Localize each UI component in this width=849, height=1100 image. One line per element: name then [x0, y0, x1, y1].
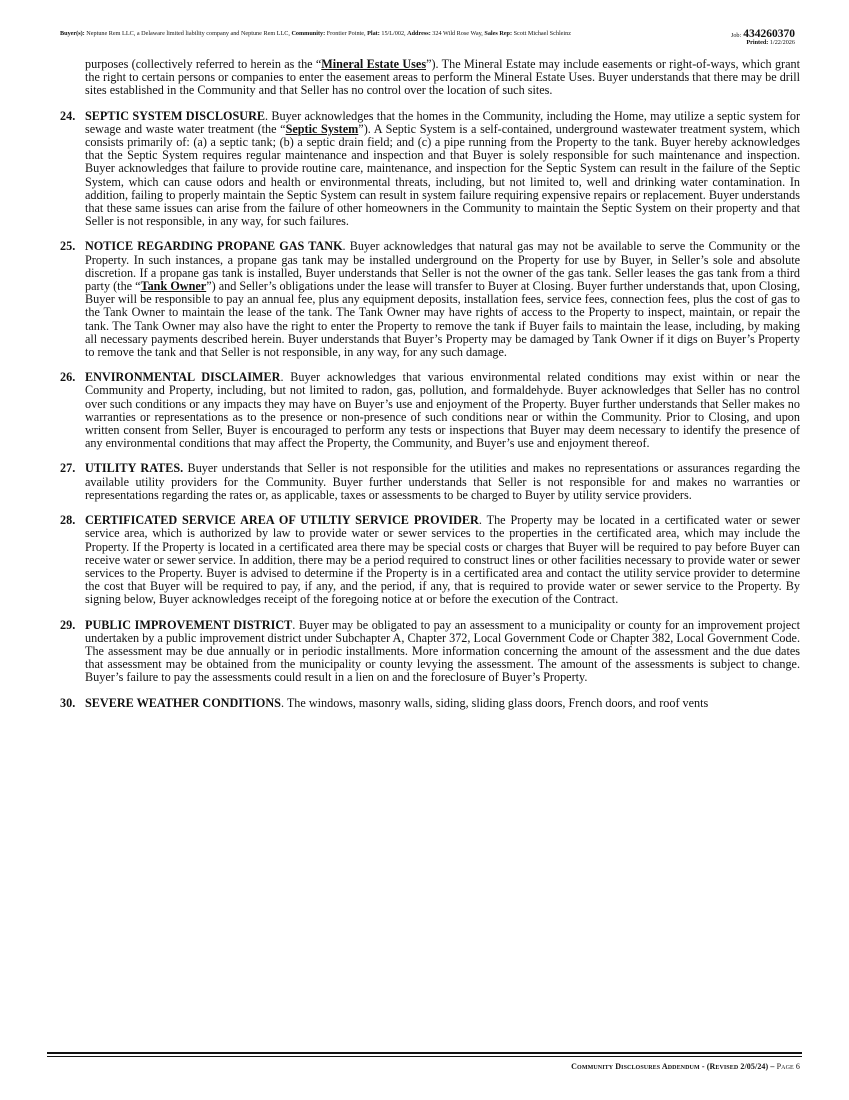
- job-number: 434260370: [743, 28, 795, 40]
- continued-paragraph: [85, 58, 800, 98]
- community-value: Frontier Pointe,: [326, 30, 366, 37]
- section-24-septic-system: [60, 110, 800, 229]
- section-27-utility-rates: [60, 462, 800, 502]
- plat-label: Plat:: [367, 30, 380, 37]
- address-label: Address:: [407, 30, 431, 37]
- intro-before: purposes (collectively referred to herein as the “: [85, 57, 322, 71]
- section-text-cont: ”) and Seller’s obligations under the lease will transfer to Buyer at Closing. Buyer further understands that, upon Closing, Buyer will be responsible to pay an annual fee, plus any equipment deposits, installation fees, service fees, connection fees, plus the cost of gas to the Tank Owner to maintain the lease of the tank. The Tank Owner may have rights of access to the Property to inspect, maintain, or repair the tank. The Tank Owner may also have the right to enter the Property to remove the tank if Buyer fails to maintain the lease, including, by making all necessary payments described herein. Buyer understands that Buyer’s Property may be damaged by Tank Owner if it digs on Buyer’s Property to remove the tank and that Seller is not responsible, in any way, for any such damage.: [85, 279, 800, 360]
- footer-rule-thin: [47, 1056, 802, 1057]
- section-25-propane-gas-tank: [60, 240, 800, 359]
- section-number: 26.: [60, 370, 76, 385]
- header-job-info: [675, 30, 795, 47]
- section-heading: UTILITY RATES.: [85, 461, 184, 476]
- section-heading: PUBLIC IMPROVEMENT DISTRICT: [85, 617, 293, 632]
- section-number: 29.: [60, 617, 76, 632]
- section-text: . The Property may be located in a certificated water or sewer service area, which is authorized by law to provide water or sewer services to the properties in the certificated area, which may include the Property. If the Property is located in a certificated area there may be special costs or charges that Buyer will be required to pay before Buyer can receive water or sewer service. In addition, there may be a period required to construct lines or other facilities necessary to provide water or sewer services to the Property. Buyer is advised to determine if the Property is in a certificated area and contact the utility service provider to determine the cost that Buyer will be required to pay, if any, and the period, if any, that is required to provide water or sewer service to the Property. By signing below, Buyer acknowledges receipt of the foregoing notice at or before the execution of the Contract.: [85, 513, 800, 607]
- section-text: . Buyer acknowledges that the homes in the Community, including the Home, may utilize a septic system for sewage and waste water treatment (the “: [85, 108, 800, 136]
- address-value: 324 Wild Rose Way,: [432, 30, 483, 37]
- defined-term-septic-system: Septic System: [285, 121, 359, 136]
- section-text: . Buyer acknowledges that natural gas may not be available to serve the Community or the Property. In such instances, a propane gas tank may be installed underground on the Property for use by Buyer, in Seller’s sole and absolute discretion. If a propane gas tank is installed, Buyer understands that Seller is not the owner of the gas tank. Seller leases the gas tank from a third party (the “: [85, 239, 800, 294]
- section-30-severe-weather: [60, 697, 800, 710]
- buyers-value: Neptune Rem LLC, a Delaware limited liability company and Neptune Rem LLC,: [86, 30, 290, 37]
- section-text-cont: ”). A Septic System is a self-contained, underground wastewater treatment system, which consists primarily of: (a) a septic tank; (b) a septic drain field; and (c) a pipe running from the Property to the tank. Buyer hereby acknowledges that the Septic System requires regular maintenance and inspection and that Buyer is solely responsible for such maintenance and inspection. Buyer acknowledges that failure to provide routine care, maintenance, and inspection for the Septic System can result in the failure of the Septic System, which can cause odors and health or environmental threats, including, but not limited to, well and drinking water contamination. In addition, failing to properly maintain the Septic System can result in system failure requiring expensive repairs or replacement. Buyer understands that these same issues can arise from the failure of other homeowners in the Community to maintain the Septic System on their property and that Seller is not responsible, in any way, for such failures.: [85, 121, 801, 229]
- section-text: . Buyer may be obligated to pay an assessment to a municipality or county for an improvement project undertaken by a public improvement district under Subchapter A, Chapter 372, Local Government Code or Chapter 382, Local Government Code. The assessment may be due annually or in periodic installments. More information concerning the amount of the assessment and the due dates that assessment may be obtained from the municipality or county levying the assessment. The amount of the assessments is subject to change. Buyer’s failure to pay the assessments could result in a lien on and the foreclosure of Buyer’s Property.: [85, 617, 801, 685]
- section-number: 24.: [60, 108, 76, 123]
- printed-date: 1/22/2026: [769, 39, 795, 46]
- job-label: Job:: [730, 32, 742, 39]
- defined-term-mineral-estate-uses: Mineral Estate Uses: [321, 57, 427, 71]
- section-28-certificated-service-area: [60, 514, 800, 606]
- section-heading: SEPTIC SYSTEM DISCLOSURE: [85, 108, 265, 123]
- section-number: 28.: [60, 513, 76, 528]
- section-heading: CERTIFICATED SERVICE AREA OF UTILTIY SERVICE PROVIDER: [85, 513, 479, 528]
- sales-rep-value: Scott Michael Schleinz: [513, 30, 571, 37]
- footer-rule-thick: [47, 1052, 802, 1054]
- defined-term-tank-owner: Tank Owner: [140, 279, 207, 294]
- buyers-label: Buyer(s):: [60, 30, 85, 37]
- printed-line: [675, 39, 795, 47]
- section-number: 27.: [60, 461, 76, 476]
- printed-label: Printed:: [746, 39, 769, 46]
- section-heading: ENVIRONMENTAL DISCLAIMER: [85, 370, 281, 385]
- page-number: Page 6: [776, 1062, 800, 1071]
- section-number: 30.: [60, 695, 76, 710]
- document-body: [60, 58, 800, 710]
- intro-after: ”). The Mineral Estate may include easements or right-of-ways, which grant the right to certain persons or companies to enter the easement areas to perform the Mineral Estate Uses. Buyer understands that there may be drill sites established in the Community and that Seller has no control over the location of such sites.: [85, 57, 800, 98]
- page-footer: [571, 1062, 800, 1071]
- header-parties: [60, 30, 690, 38]
- section-heading: NOTICE REGARDING PROPANE GAS TANK: [85, 239, 343, 254]
- section-29-public-improvement-district: [60, 619, 800, 685]
- section-number: 25.: [60, 239, 76, 254]
- section-text: . Buyer acknowledges that various environmental related conditions may exist within or near the Community and Property, including, but not limited to radon, gas, pollution, and formaldehyde. Buyer acknowledges that Seller has no control over such conditions or any impacts they may have on Buyer’s use and enjoyment of the Property. Buyer further understands that Seller makes no warranties or representations as to the presence or non-presence of such conditions near or within the Community. Prior to Closing, and upon written consent from Seller, Buyer is encouraged to perform any tests or inspections that Buyer may deem necessary to identify the presence of any environmental conditions that may affect the Property, the Community, and Buyer’s use and enjoyment thereof.: [85, 370, 801, 451]
- section-heading: SEVERE WEATHER CONDITIONS: [85, 695, 281, 710]
- plat-value: 15/L/002,: [381, 30, 406, 37]
- community-label: Community:: [291, 30, 326, 37]
- section-26-environmental-disclaimer: [60, 371, 800, 450]
- document-header: [60, 30, 795, 56]
- section-text: Buyer understands that Seller is not responsible for the utilities and makes no representations or assurances regarding the available utility providers for the Community. Buyer further understands that Seller is not responsible for and makes no warranties or representations regarding the rates or, as applicable, taxes or assessments to be charged to Buyer by utility service providers.: [85, 461, 801, 502]
- section-text: . The windows, masonry walls, siding, sliding glass doors, French doors, and roof vents: [280, 695, 709, 710]
- footer-title: Community Disclosures Addendum - (Revised 2/05/24) –: [571, 1062, 775, 1071]
- sales-rep-label: Sales Rep:: [484, 30, 513, 37]
